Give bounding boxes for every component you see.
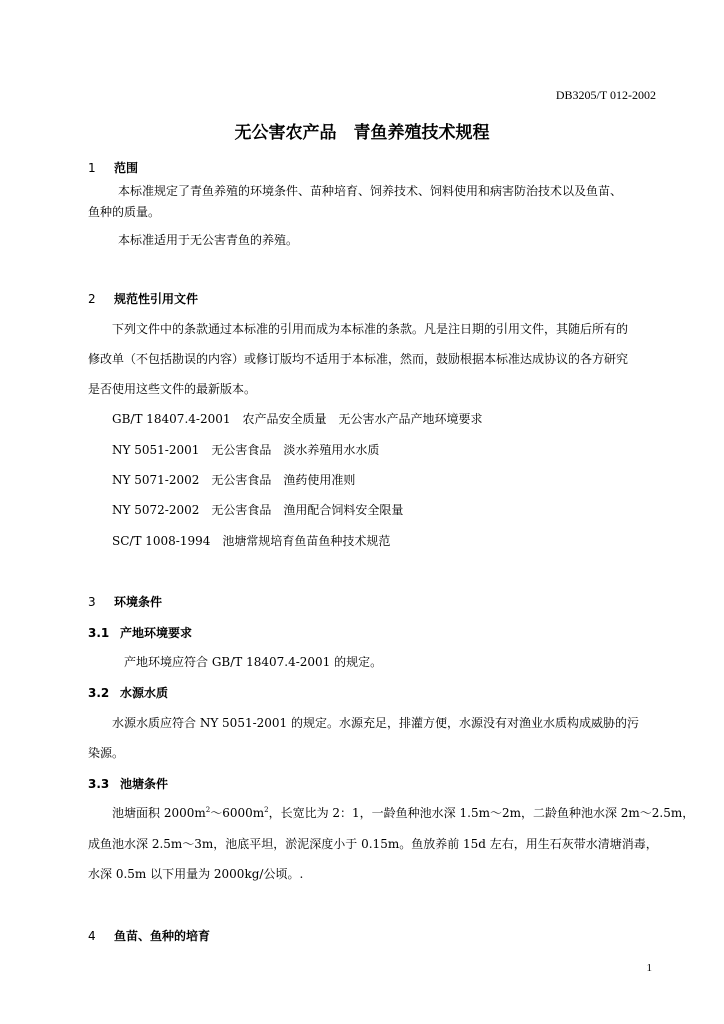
paragraph-line: 本标准规定了青鱼养殖的环境条件、苗种培育、饲养技术、饲料使用和病害防治技术以及鱼苗、 [118, 184, 623, 198]
subsection-number: 3.3 [88, 777, 110, 791]
document-code: DB3205/T 012-2002 [555, 88, 656, 102]
paragraph-line: 修改单（不包括勘误的内容）或修订版均不适用于本标准，然而，鼓励根据本标准达成协议的各方研究 [88, 352, 629, 366]
subsection-number: 3.1 [88, 626, 110, 640]
page-number: 1 [646, 962, 652, 974]
text-run: ～6000m [210, 806, 265, 820]
subsection-title: 产地环境要求 [120, 626, 193, 640]
section-1-heading [88, 159, 138, 176]
paragraph-line: 水深 0.5m 以下用量为 2000kg/公顷。. [88, 867, 304, 881]
superscript: 2 [205, 806, 211, 814]
paragraph-line: 成鱼池水深 2.5m～3m，池底平坦，淤泥深度小于 0.15m。鱼放养前 15d 左右，用生石灰带水清塘消毒， [88, 837, 658, 851]
section-2-heading [88, 290, 198, 307]
subsection-3-1-heading [88, 624, 192, 641]
paragraph-line: 水源水质应符合 NY 5051-2001 的规定。水源充足，排灌方便，水源没有对渔业水质构成威胁的污 [112, 716, 640, 730]
subsection-3-2-heading [88, 684, 168, 701]
text-run: 池塘面积 2000m [112, 806, 206, 820]
subsection-title: 水源水质 [120, 686, 169, 700]
paragraph-line [112, 804, 694, 821]
section-number: 4 [88, 929, 96, 943]
section-3-heading [88, 593, 162, 610]
paragraph-line: 下列文件中的条款通过本标准的引用而成为本标准的条款。凡是注日期的引用文件，其随后所有的 [112, 322, 629, 336]
section-number: 2 [88, 292, 96, 306]
section-title: 环境条件 [114, 595, 163, 609]
reference-item: GB/T 18407.4-2001 农产品安全质量 无公害水产品产地环境要求 [112, 412, 483, 426]
section-number: 3 [88, 595, 96, 609]
paragraph-line: 染源。 [88, 746, 125, 760]
section-title: 鱼苗、鱼种的培育 [114, 929, 211, 943]
reference-item: NY 5071-2002 无公害食品 渔药使用准则 [112, 473, 356, 487]
paragraph-line: 是否使用这些文件的最新版本。 [88, 382, 257, 396]
section-4-heading [88, 927, 210, 944]
paragraph-line: 鱼种的质量。 [88, 205, 161, 219]
subsection-number: 3.2 [88, 686, 110, 700]
superscript: 2 [264, 806, 269, 814]
subsection-3-3-heading [88, 775, 168, 792]
reference-item: NY 5051-2001 无公害食品 淡水养殖用水水质 [112, 443, 380, 457]
section-title: 规范性引用文件 [114, 292, 199, 306]
paragraph-line: 产地环境应符合 GB/T 18407.4-2001 的规定。 [124, 655, 383, 669]
paragraph-line: 本标准适用于无公害青鱼的养殖。 [118, 233, 299, 247]
section-number: 1 [88, 161, 96, 175]
subsection-title: 池塘条件 [120, 777, 169, 791]
reference-item: NY 5072-2002 无公害食品 渔用配合饲料安全限量 [112, 503, 404, 517]
reference-item: SC/T 1008-1994 池塘常规培育鱼苗鱼种技术规范 [112, 534, 391, 548]
document-title: 无公害农产品 青鱼养殖技术规程 [234, 123, 490, 143]
section-title: 范围 [114, 161, 139, 175]
text-run: ，长宽比为 2：1，一龄鱼种池水深 1.5m～2m，二龄鱼种池水深 2m～2.5m， [268, 806, 695, 820]
